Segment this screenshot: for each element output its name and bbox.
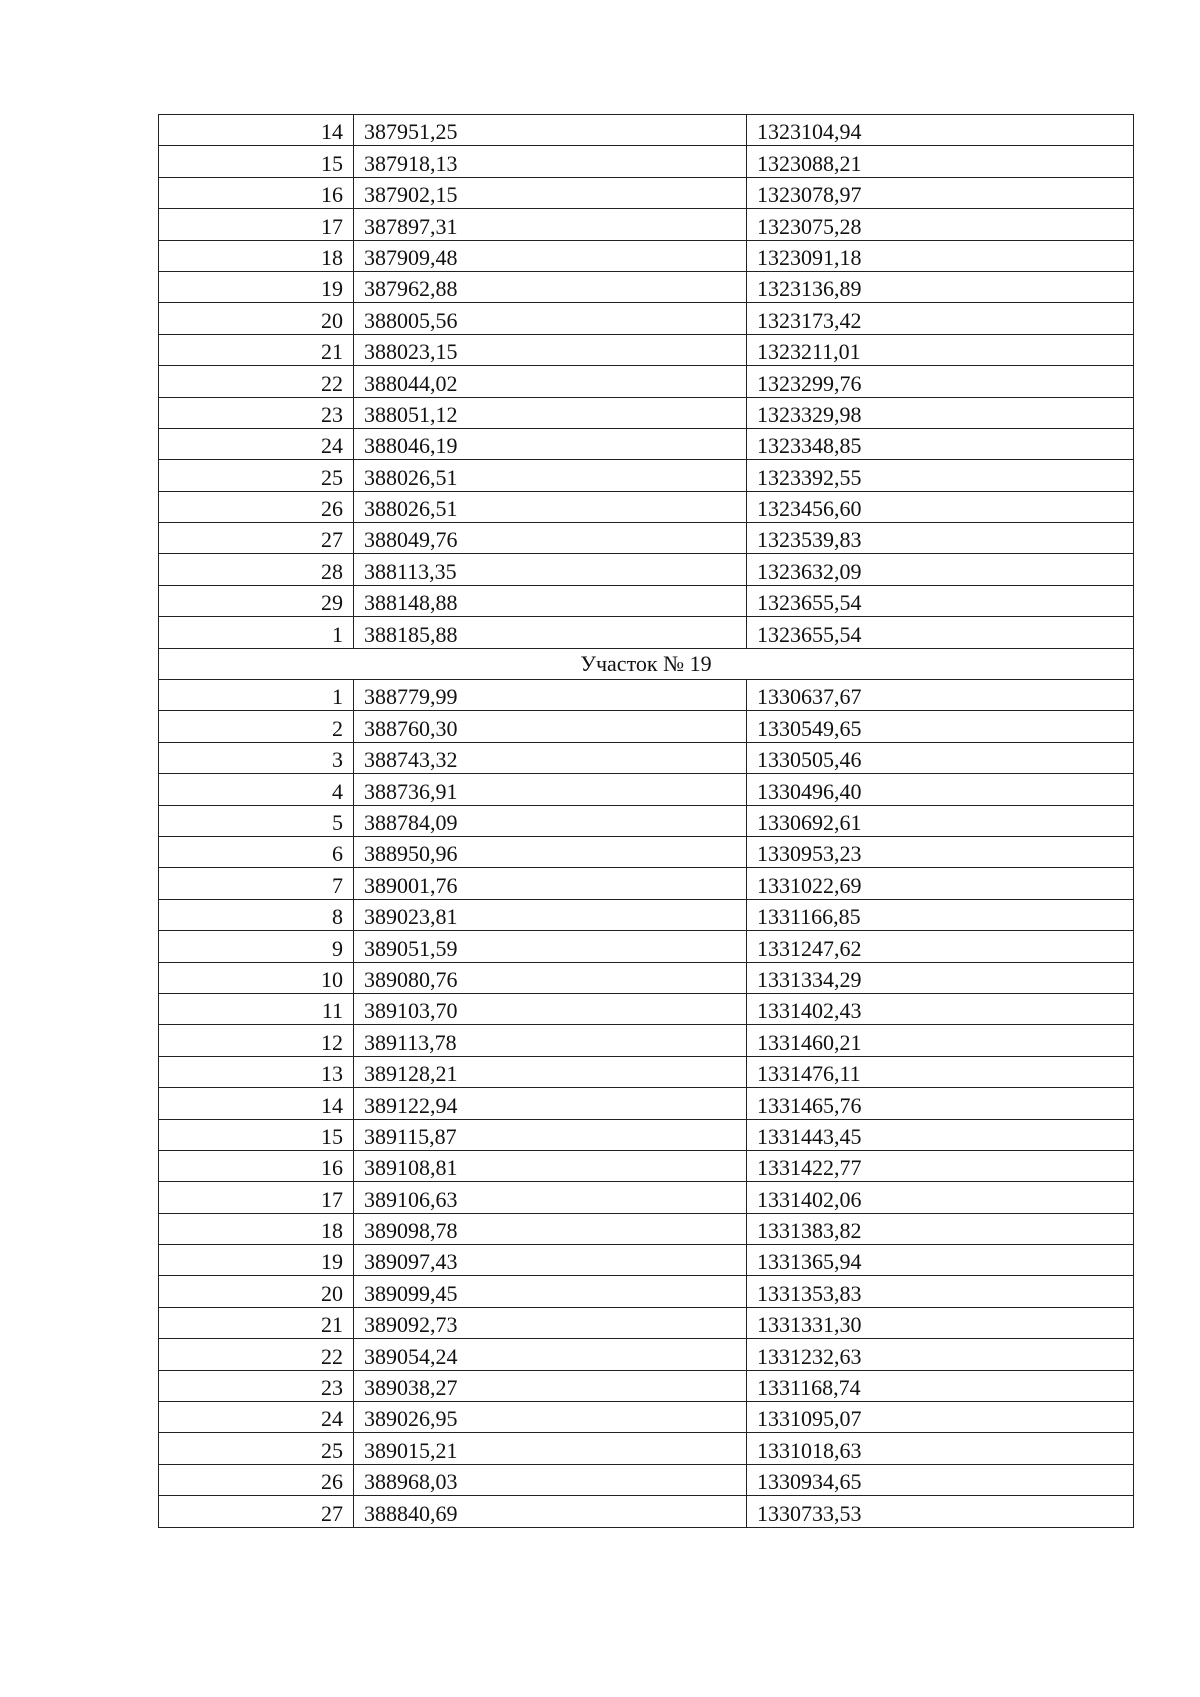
point-number-cell: 17 [159,209,354,240]
x-coordinate-cell: 389106,63 [354,1182,747,1213]
point-number-cell: 7 [159,868,354,899]
x-coordinate-cell: 387918,13 [354,146,747,177]
table-row [159,397,1134,428]
x-coordinate-cell: 388046,19 [354,428,747,459]
x-coordinate-cell: 389015,21 [354,1433,747,1464]
table-row [159,1307,1134,1338]
table-row [159,334,1134,365]
table-row [159,1370,1134,1401]
y-coordinate-cell: 1330692,61 [747,805,1134,836]
x-coordinate-cell: 388743,32 [354,742,747,773]
table-row [159,742,1134,773]
table-row [159,554,1134,585]
point-number-cell: 16 [159,1150,354,1181]
y-coordinate-cell: 1323456,60 [747,491,1134,522]
table-row [159,711,1134,742]
y-coordinate-cell: 1331476,11 [747,1056,1134,1087]
x-coordinate-cell: 387962,88 [354,271,747,302]
table-row [159,491,1134,522]
table-row [159,680,1134,711]
point-number-cell: 18 [159,240,354,271]
point-number-cell: 27 [159,523,354,554]
table-row [159,805,1134,836]
point-number-cell: 19 [159,1245,354,1276]
x-coordinate-cell: 388840,69 [354,1496,747,1527]
y-coordinate-cell: 1331460,21 [747,1025,1134,1056]
y-coordinate-cell: 1331465,76 [747,1088,1134,1119]
x-coordinate-cell: 388736,91 [354,774,747,805]
point-number-cell: 21 [159,1307,354,1338]
coordinates-table [158,114,1134,1528]
table-row [159,774,1134,805]
y-coordinate-cell: 1331168,74 [747,1370,1134,1401]
point-number-cell: 14 [159,1088,354,1119]
y-coordinate-cell: 1330637,67 [747,680,1134,711]
point-number-cell: 9 [159,931,354,962]
x-coordinate-cell: 389054,24 [354,1339,747,1370]
point-number-cell: 22 [159,1339,354,1370]
y-coordinate-cell: 1323632,09 [747,554,1134,585]
section-title: Участок № 19 [159,648,1134,679]
y-coordinate-cell: 1323136,89 [747,271,1134,302]
table-row [159,1088,1134,1119]
point-number-cell: 11 [159,993,354,1024]
x-coordinate-cell: 389092,73 [354,1307,747,1338]
y-coordinate-cell: 1323655,54 [747,585,1134,616]
table-row [159,1182,1134,1213]
point-number-cell: 16 [159,177,354,208]
x-coordinate-cell: 387909,48 [354,240,747,271]
y-coordinate-cell: 1330496,40 [747,774,1134,805]
point-number-cell: 13 [159,1056,354,1087]
y-coordinate-cell: 1331365,94 [747,1245,1134,1276]
x-coordinate-cell: 388026,51 [354,460,747,491]
point-number-cell: 19 [159,271,354,302]
y-coordinate-cell: 1323075,28 [747,209,1134,240]
table-row [159,899,1134,930]
point-number-cell: 15 [159,146,354,177]
point-number-cell: 18 [159,1213,354,1244]
y-coordinate-cell: 1331166,85 [747,899,1134,930]
x-coordinate-cell: 389026,95 [354,1402,747,1433]
y-coordinate-cell: 1323211,01 [747,334,1134,365]
y-coordinate-cell: 1331334,29 [747,962,1134,993]
table-row [159,366,1134,397]
x-coordinate-cell: 389098,78 [354,1213,747,1244]
table-row [159,1025,1134,1056]
x-coordinate-cell: 387951,25 [354,115,747,146]
table-row [159,1213,1134,1244]
table-row [159,1119,1134,1150]
point-number-cell: 8 [159,899,354,930]
point-number-cell: 6 [159,836,354,867]
x-coordinate-cell: 388950,96 [354,836,747,867]
point-number-cell: 26 [159,491,354,522]
table-row [159,617,1134,648]
point-number-cell: 29 [159,585,354,616]
point-number-cell: 25 [159,460,354,491]
y-coordinate-cell: 1331402,06 [747,1182,1134,1213]
x-coordinate-cell: 387902,15 [354,177,747,208]
point-number-cell: 28 [159,554,354,585]
y-coordinate-cell: 1331353,83 [747,1276,1134,1307]
point-number-cell: 24 [159,428,354,459]
x-coordinate-cell: 389108,81 [354,1150,747,1181]
y-coordinate-cell: 1323088,21 [747,146,1134,177]
point-number-cell: 3 [159,742,354,773]
point-number-cell: 10 [159,962,354,993]
y-coordinate-cell: 1323329,98 [747,397,1134,428]
point-number-cell: 1 [159,680,354,711]
table-row [159,1433,1134,1464]
point-number-cell: 23 [159,1370,354,1401]
table-row [159,836,1134,867]
x-coordinate-cell: 389115,87 [354,1119,747,1150]
point-number-cell: 22 [159,366,354,397]
table-row [159,1339,1134,1370]
point-number-cell: 25 [159,1433,354,1464]
y-coordinate-cell: 1323078,97 [747,177,1134,208]
y-coordinate-cell: 1331443,45 [747,1119,1134,1150]
x-coordinate-cell: 389038,27 [354,1370,747,1401]
table-row [159,146,1134,177]
point-number-cell: 17 [159,1182,354,1213]
y-coordinate-cell: 1330953,23 [747,836,1134,867]
x-coordinate-cell: 389097,43 [354,1245,747,1276]
section-header-row [159,648,1134,679]
table-row [159,209,1134,240]
table-row [159,115,1134,146]
x-coordinate-cell: 388113,35 [354,554,747,585]
y-coordinate-cell: 1323539,83 [747,523,1134,554]
y-coordinate-cell: 1323655,54 [747,617,1134,648]
point-number-cell: 12 [159,1025,354,1056]
point-number-cell: 14 [159,115,354,146]
x-coordinate-cell: 389080,76 [354,962,747,993]
table-row [159,460,1134,491]
coordinates-table-body [159,115,1134,1528]
table-row [159,1276,1134,1307]
x-coordinate-cell: 388760,30 [354,711,747,742]
table-row [159,1245,1134,1276]
y-coordinate-cell: 1323104,94 [747,115,1134,146]
table-row [159,1464,1134,1495]
x-coordinate-cell: 389122,94 [354,1088,747,1119]
point-number-cell: 20 [159,1276,354,1307]
y-coordinate-cell: 1323299,76 [747,366,1134,397]
x-coordinate-cell: 388784,09 [354,805,747,836]
y-coordinate-cell: 1323392,55 [747,460,1134,491]
y-coordinate-cell: 1331095,07 [747,1402,1134,1433]
table-row [159,1496,1134,1527]
point-number-cell: 23 [159,397,354,428]
x-coordinate-cell: 389001,76 [354,868,747,899]
point-number-cell: 27 [159,1496,354,1527]
x-coordinate-cell: 389099,45 [354,1276,747,1307]
table-row [159,177,1134,208]
x-coordinate-cell: 388185,88 [354,617,747,648]
y-coordinate-cell: 1331383,82 [747,1213,1134,1244]
y-coordinate-cell: 1323091,18 [747,240,1134,271]
y-coordinate-cell: 1331422,77 [747,1150,1134,1181]
point-number-cell: 26 [159,1464,354,1495]
point-number-cell: 2 [159,711,354,742]
y-coordinate-cell: 1331022,69 [747,868,1134,899]
y-coordinate-cell: 1330505,46 [747,742,1134,773]
x-coordinate-cell: 389128,21 [354,1056,747,1087]
table-row [159,271,1134,302]
point-number-cell: 20 [159,303,354,334]
x-coordinate-cell: 389113,78 [354,1025,747,1056]
x-coordinate-cell: 388005,56 [354,303,747,334]
y-coordinate-cell: 1330934,65 [747,1464,1134,1495]
x-coordinate-cell: 388968,03 [354,1464,747,1495]
x-coordinate-cell: 388026,51 [354,491,747,522]
x-coordinate-cell: 388148,88 [354,585,747,616]
table-row [159,962,1134,993]
y-coordinate-cell: 1331018,63 [747,1433,1134,1464]
x-coordinate-cell: 388044,02 [354,366,747,397]
x-coordinate-cell: 387897,31 [354,209,747,240]
x-coordinate-cell: 389051,59 [354,931,747,962]
y-coordinate-cell: 1331247,62 [747,931,1134,962]
y-coordinate-cell: 1331232,63 [747,1339,1134,1370]
y-coordinate-cell: 1323173,42 [747,303,1134,334]
y-coordinate-cell: 1331331,30 [747,1307,1134,1338]
table-row [159,931,1134,962]
point-number-cell: 5 [159,805,354,836]
y-coordinate-cell: 1330549,65 [747,711,1134,742]
x-coordinate-cell: 389023,81 [354,899,747,930]
table-row [159,993,1134,1024]
y-coordinate-cell: 1323348,85 [747,428,1134,459]
table-row [159,240,1134,271]
point-number-cell: 24 [159,1402,354,1433]
table-row [159,868,1134,899]
table-row [159,523,1134,554]
x-coordinate-cell: 388049,76 [354,523,747,554]
y-coordinate-cell: 1331402,43 [747,993,1134,1024]
table-row [159,428,1134,459]
x-coordinate-cell: 389103,70 [354,993,747,1024]
point-number-cell: 21 [159,334,354,365]
x-coordinate-cell: 388051,12 [354,397,747,428]
table-row [159,303,1134,334]
point-number-cell: 15 [159,1119,354,1150]
x-coordinate-cell: 388779,99 [354,680,747,711]
table-row [159,1150,1134,1181]
point-number-cell: 1 [159,617,354,648]
table-row [159,585,1134,616]
table-row [159,1402,1134,1433]
y-coordinate-cell: 1330733,53 [747,1496,1134,1527]
x-coordinate-cell: 388023,15 [354,334,747,365]
point-number-cell: 4 [159,774,354,805]
table-row [159,1056,1134,1087]
